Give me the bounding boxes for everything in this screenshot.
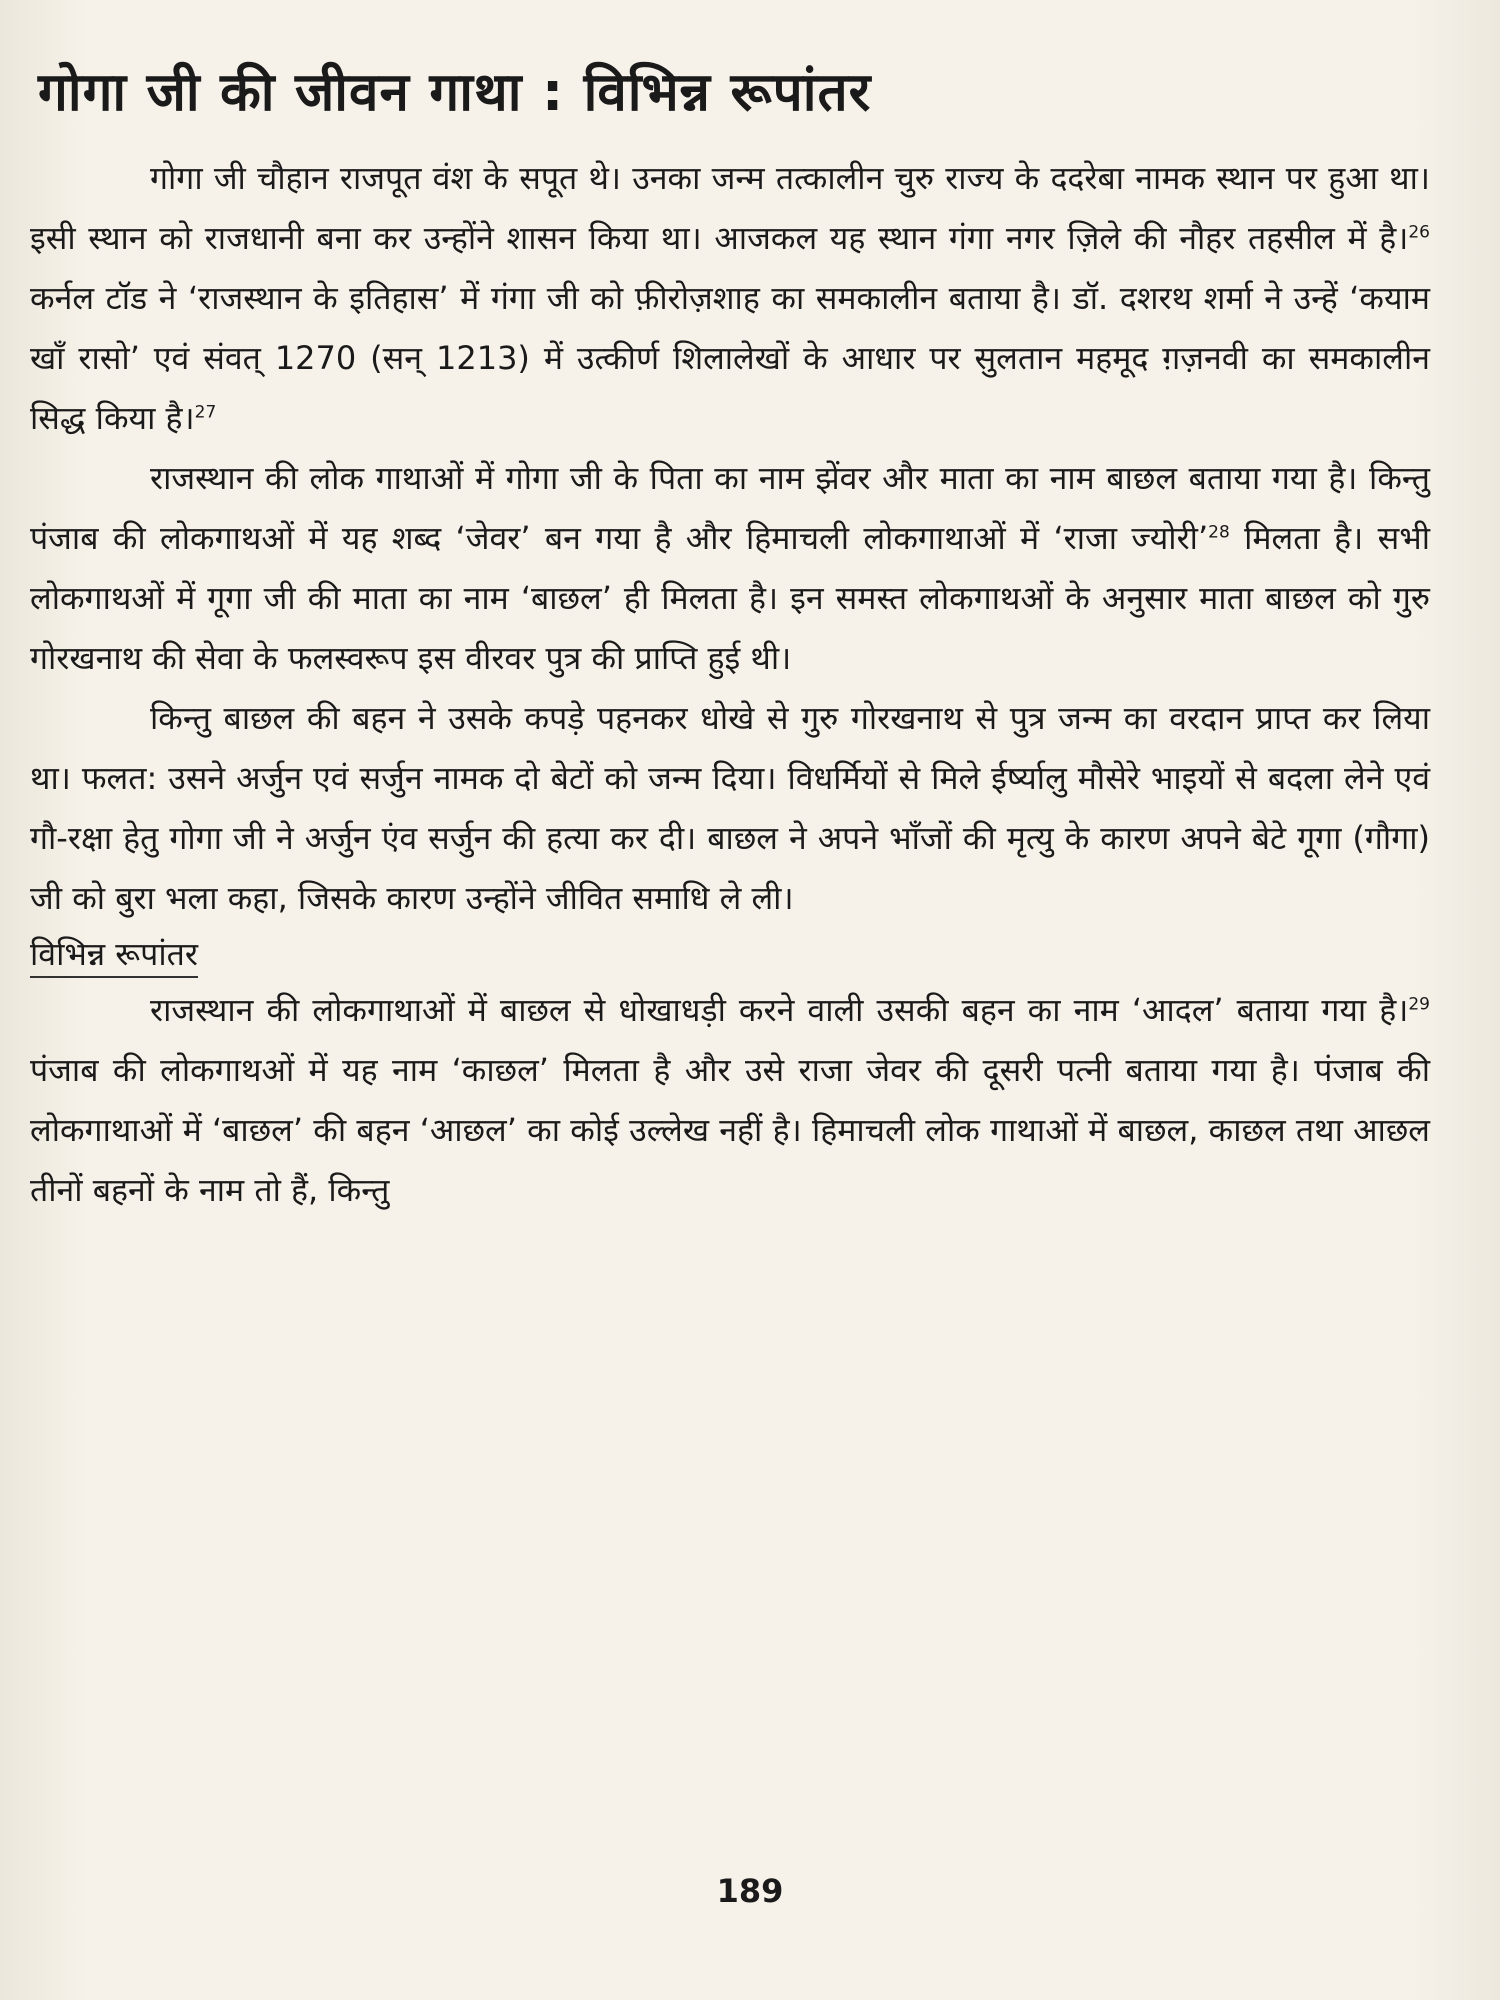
paragraph-4-text-a: राजस्थान की लोकगाथाओं में बाछल से धोखाधड़ी करने वाली उसकी बहन का नाम ‘आदल’ बताया गया है। [150, 991, 1409, 1029]
paragraph-2 [30, 448, 1430, 688]
page-number: 189 [716, 1872, 784, 1910]
section-heading: विभिन्न रूपांतर [30, 932, 198, 978]
paragraph-2-text-a: राजस्थान की लोक गाथाओं में गोगा जी के पिता का नाम झेंवर और माता का नाम बाछल बताया गया है। किन्तु पंजाब की लोकगाथओं में यह शब्द ‘जेवर’ बन गया है और हिमाचली लोकगाथाओं में ‘राजा ज्योरी’ [30, 459, 1430, 557]
paragraph-3: किन्तु बाछल की बहन ने उसके कपड़े पहनकर धोखे से गुरु गोरखनाथ से पुत्र जन्म का वरदान प्राप्त कर लिया था। फलत: उसने अर्जुन एवं सर्जुन नामक दो बेटों को जन्म दिया। विधर्मियों से मिले ईर्ष्यालु मौसेरे भाइयों से बदला लेने एवं गौ-रक्षा हेतु गोगा जी ने अर्जुन एंव सर्जुन की हत्या कर दी। बाछल ने अपने भाँजों की मृत्यु के कारण अपने बेटे गूगा (गौगा) जी को बुरा भला कहा, जिसके कारण उन्होंने जीवित समाधि ले ली। [30, 699, 1430, 917]
paragraph-1-text-b: कर्नल टॉड ने ‘राजस्थान के इतिहास’ में गंगा जी को फ़ीरोज़शाह का समकालीन बताया है। डॉ. दशरथ शर्मा ने उन्हें ‘कयाम खाँ रासो’ एवं संवत् 1270 (सन् 1213) में उत्कीर्ण शिलालेखों के आधार पर सुलतान महमूद ग़ज़नवी का समकालीन सिद्ध किया है। [30, 279, 1430, 437]
paragraph-2-text-b: मिलता है। सभी लोकगाथओं में गूगा जी की माता का नाम ‘बाछल’ ही मिलता है। इन समस्त लोकगाथओं के अनुसार माता बाछल को गुरु गोरखनाथ की सेवा के फलस्वरूप इस वीरवर पुत्र की प्राप्ति हुई थी। [30, 519, 1430, 677]
paragraph-4-text-b: पंजाब की लोकगाथओं में यह नाम ‘काछल’ मिलता है और उसे राजा जेवर की दूसरी पत्नी बताया गया है। पंजाब की लोकगाथाओं में ‘बाछल’ की बहन ‘आछल’ का कोई उल्लेख नहीं है। हिमाचली लोक गाथाओं में बाछल, काछल तथा आछल तीनों बहनों के नाम तो हैं, किन्तु [30, 1051, 1430, 1209]
paragraph-1 [30, 148, 1430, 448]
paragraph-1-text-a: गोगा जी चौहान राजपूत वंश के सपूत थे। उनका जन्म तत्कालीन चुरु राज्य के ददरेबा नामक स्थान पर हुआ था। इसी स्थान को राजधानी बना कर उन्होंने शासन किया था। आजकल यह स्थान गंगा नगर ज़िले की नौहर तहसील में है। [30, 159, 1430, 257]
footnote-ref-27: 27 [194, 402, 217, 423]
chapter-title: गोगा जी की जीवन गाथा : विभिन्न रूपांतर [38, 62, 872, 123]
footnote-ref-28: 28 [1208, 522, 1230, 543]
footnote-ref-29: 29 [1408, 994, 1430, 1015]
footnote-ref-26: 26 [1408, 222, 1430, 243]
paragraph-4 [30, 980, 1430, 1220]
